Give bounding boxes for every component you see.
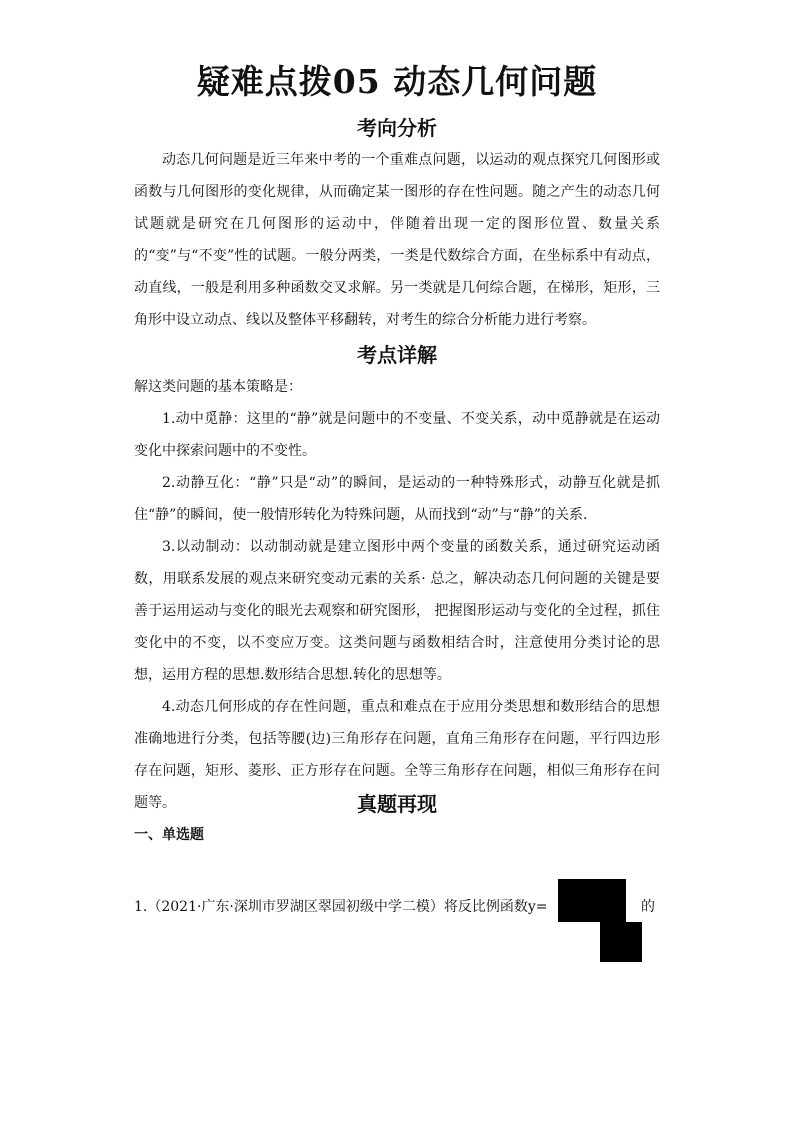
point-4: 4.动态几何形成的存在性问题，重点和难点在于应用分类思想和数形结合的思想准确地进行分类，包括等腰(边)三角形存在问题，直角三角形存在问题，平行四边形存在问题，矩形、菱形、正方形存在问题。全等三角形存在问题，相似三角形存在问题等。 — [134, 699, 660, 811]
strategy-intro: 解这类问题的基本策略是： — [134, 379, 302, 395]
subsection-single-choice: 一、单选题 — [134, 827, 204, 843]
point-1: 1.动中觅静：这里的“静”就是问题中的不变量、不变关系，动中觅静就是在运动变化中探索问题中的不变性。 — [134, 411, 660, 459]
question-1-text: 1.（2021·广东·深圳市罗湖区翠园初级中学二模）将反比例函数y= — [134, 899, 548, 915]
section-title-real-exams: 真题再现 — [357, 792, 437, 816]
redaction-block-bottom — [600, 922, 642, 962]
analysis-paragraph: 动态几何问题是近三年来中考的一个重难点问题，以运动的观点探究几何图形或函数与几何图形的变化规律，从而确定某一图形的存在性问题。随之产生的动态几何试题就是研究在几何图形的运动中，伴随着出现一定的图形位置、数量关系的“变”与“不变”性的试题。一般分两类，一类是代数综合方面，在坐标系中有动点，动直线，一般是利用多种函数交叉求解。另一类就是几何综合题，在梯形，矩形，三角形中设立动点、线以及整体平移翻转，对考生的综合分析能力进行考察。 — [134, 152, 660, 328]
point-2: 2.动静互化：“静”只是“动”的瞬间，是运动的一种特殊形式，动静互化就是抓住“静”的瞬间，使一般情形转化为特殊问题，从而找到“动”与“静”的关系. — [134, 475, 660, 523]
section-title-analysis: 考向分析 — [357, 116, 437, 140]
section-title-details: 考点详解 — [357, 343, 437, 367]
redaction-block-top — [558, 879, 626, 922]
page-title: 疑难点拨05 动态几何问题 — [196, 62, 598, 101]
point-3: 3.以动制动：以动制动就是建立图形中两个变量的函数关系，通过研究运动函数，用联系发展的观点来研究变动元素的关系· 总之，解决动态几何问题的关键是要善于运用运动与变化的眼光去观察和研究图形， 把握图形运动与变化的全过程，抓住变化中的不变，以不变应万变。这类问题与函数相结合时，注意使用分类讨论的思想，运用方程的思想.数形结合思想.转化的思想等。 — [134, 539, 660, 683]
question-1-tail: 的 — [641, 899, 655, 915]
